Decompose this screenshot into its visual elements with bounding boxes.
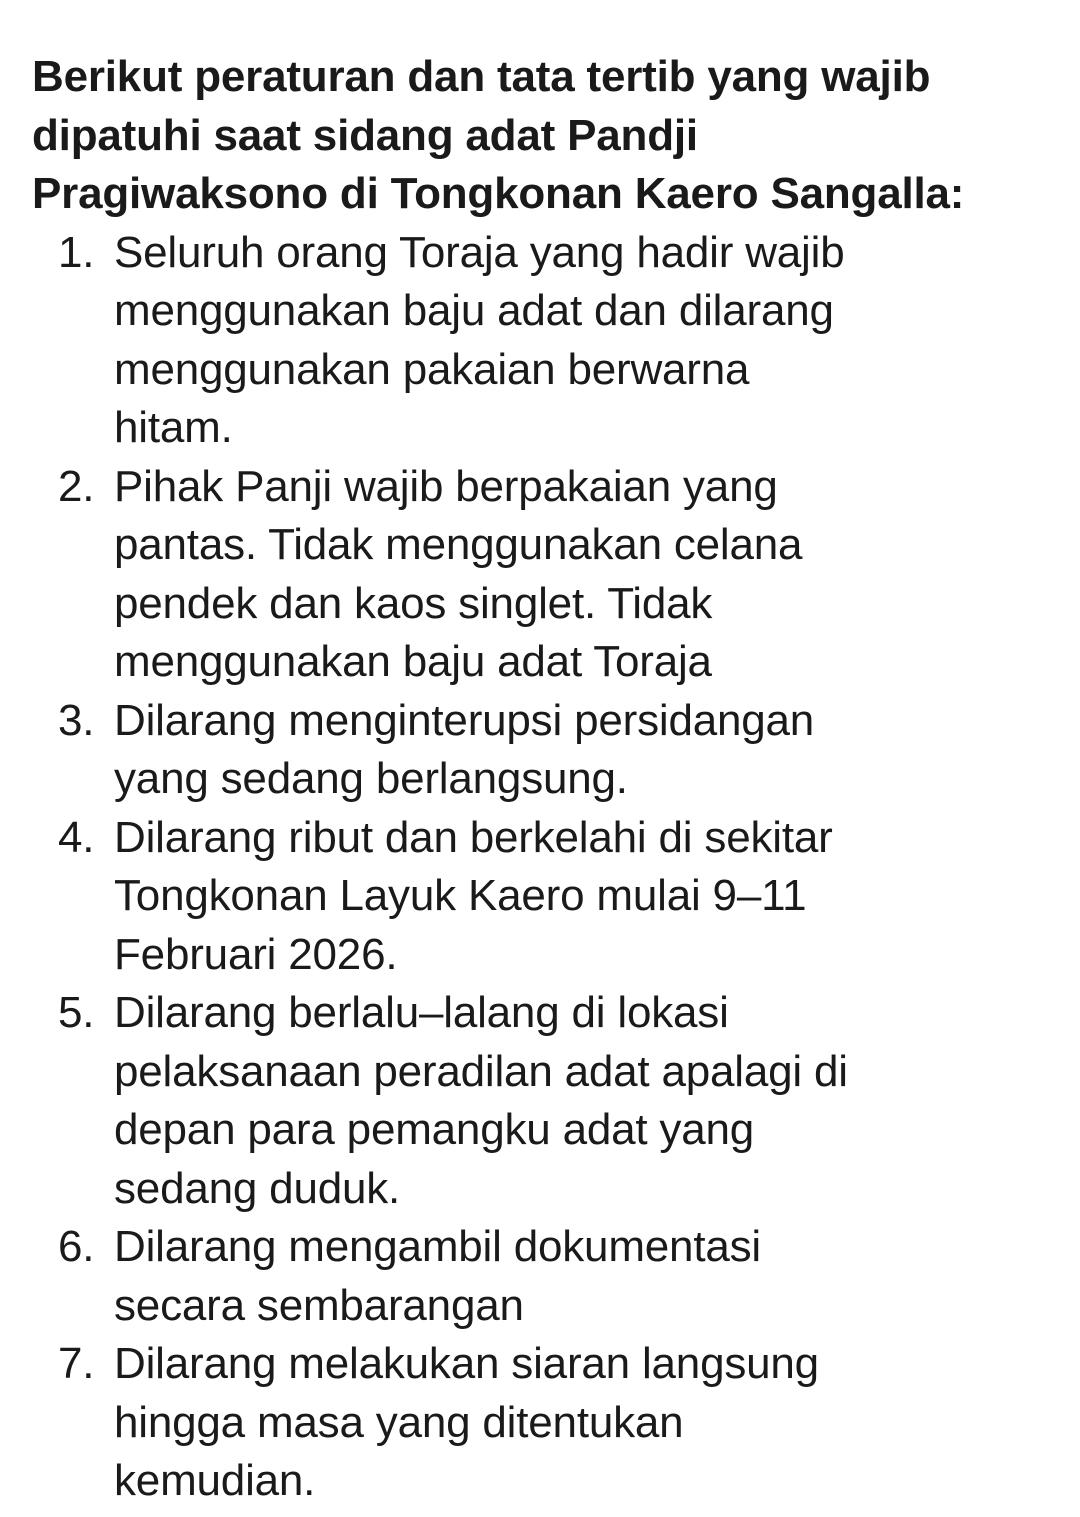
rule-number: 6. [58,1222,95,1271]
rule-text: Seluruh orang Toraja yang hadir wajib menggunakan baju adat dan dilarang menggunakan pakaian berwarna hitam. [114,227,845,452]
rule-text: Dilarang melakukan siaran langsung hingga masa yang ditentukan kemudian. [114,1339,819,1505]
rule-number: 5. [58,988,95,1037]
rule-item [32,692,1062,809]
document-title: Berikut peraturan dan tata tertib yang wajib dipatuhi saat sidang adat Pandji Pragiwaksono di Tongkonan Kaero Sangalla: [32,52,965,218]
rule-item [32,458,1062,692]
rule-number: 1. [58,227,95,277]
rule-number: 3. [58,695,95,745]
rule-number: 2. [58,461,95,511]
rule-text: Dilarang mengambil dokumentasi secara sembarangan [114,1222,761,1330]
rule-text: Dilarang berlalu–lalang di lokasi pelaksanaan peradilan adat apalagi di depan para pemangku adat yang sedang duduk. [114,988,848,1213]
rule-item [32,809,1062,985]
rule-text: Dilarang ribut dan berkelahi di sekitar Tongkonan Layuk Kaero mulai 9–11 Februari 2026. [114,812,833,979]
rule-number: 7. [58,1339,95,1388]
rule-item [32,1335,1062,1511]
rules-list [32,224,1062,1511]
rule-item [32,1218,1062,1335]
rule-text: Dilarang menginterupsi persidangan yang sedang berlangsung. [114,695,815,803]
rule-item [32,984,1062,1218]
rule-number: 4. [58,812,95,862]
rule-text: Pihak Panji wajib berpakaian yang pantas. Tidak menggunakan celana pendek dan kaos singlet. Tidak menggunakan baju adat Toraja [114,461,803,686]
rule-item [32,224,1062,458]
rules-document [32,48,1062,1511]
